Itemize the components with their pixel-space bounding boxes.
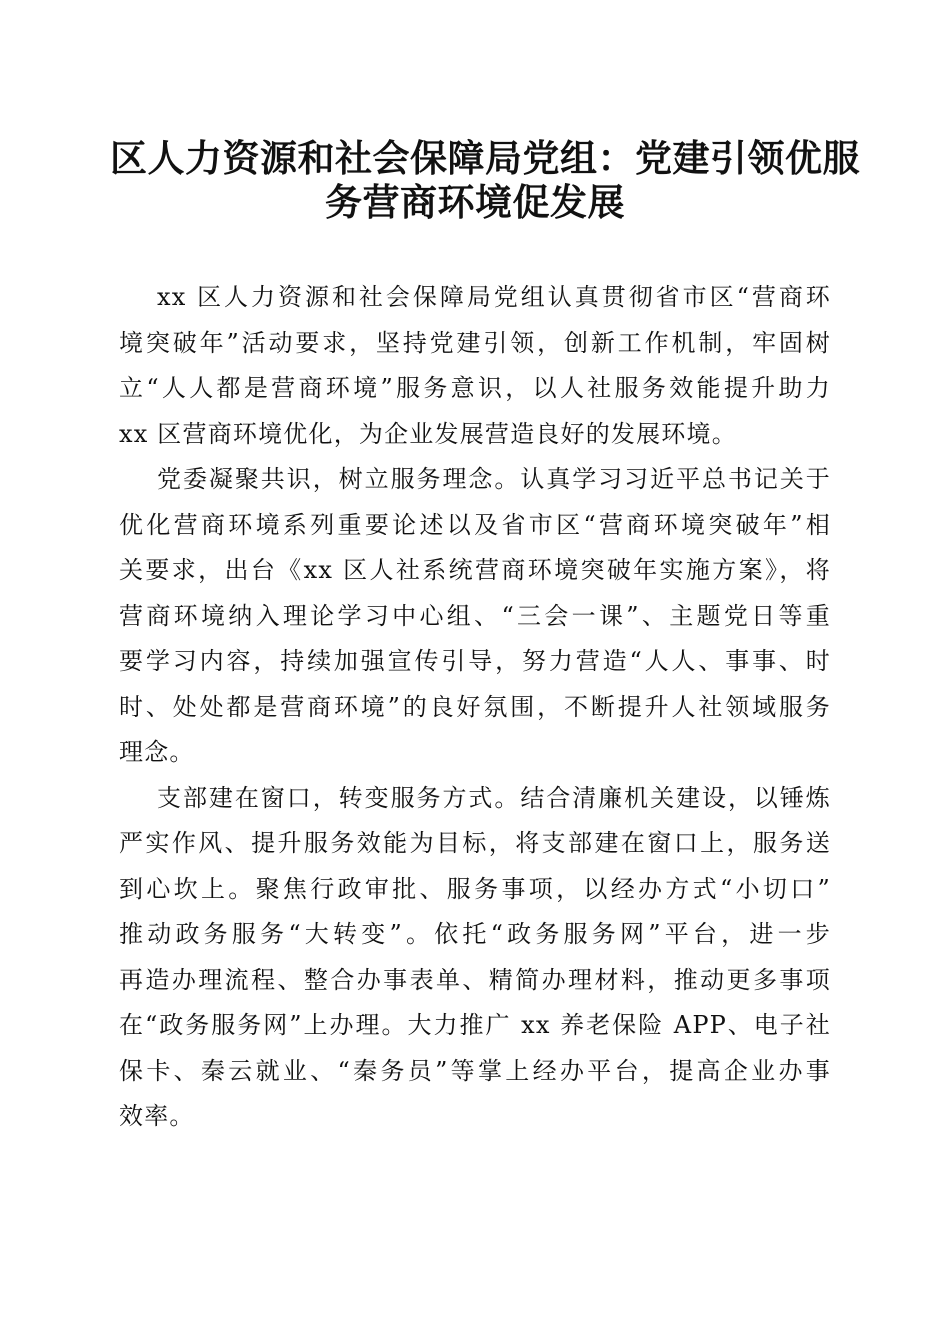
title-line: 区人力资源和社会保障局党组：党建引领优服 xyxy=(110,136,860,180)
paragraph-consensus xyxy=(119,457,831,776)
paragraph-line: 优化营商环境系列重要论述以及省市区“营商环境突破年”相 xyxy=(119,510,831,539)
paragraph-intro xyxy=(119,275,831,457)
paragraph-line: 到心坎上。聚焦行政审批、服务事项，以经办方式“小切口” xyxy=(119,874,831,903)
document-title xyxy=(110,136,860,224)
paragraph-line: xx 区人力资源和社会保障局党组认真贯彻省市区“营商环 xyxy=(157,283,831,311)
paragraph-line: 再造办理流程、整合办事表单、精简办理材料，推动更多事项 xyxy=(119,965,831,994)
paragraph-line: 立“人人都是营商环境”服务意识，以人社服务效能提升助力 xyxy=(119,374,831,402)
paragraph-line: 效率。 xyxy=(119,1102,195,1130)
paragraph-line: 保卡、秦云就业、“秦务员”等掌上经办平台，提高企业办事 xyxy=(119,1056,831,1085)
paragraph-line: 时、处处都是营商环境”的良好氛围，不断提升人社领域服务 xyxy=(119,692,831,721)
paragraph-line: 关要求，出台《xx 区人社系统营商环境突破年实施方案》，将 xyxy=(119,556,831,584)
paragraph-line: 境突破年”活动要求，坚持党建引领，创新工作机制，牢固树 xyxy=(119,328,831,357)
paragraph-line: 理念。 xyxy=(119,738,195,766)
paragraph-line: 营商环境纳入理论学习中心组、“三会一课”、主题党日等重 xyxy=(119,601,831,630)
title-line: 务营商环境促发展 xyxy=(325,180,625,224)
paragraph-line: 党委凝聚共识，树立服务理念。认真学习习近平总书记关于 xyxy=(157,465,831,493)
document-body xyxy=(119,275,831,1140)
paragraph-line: xx 区营商环境优化，为企业发展营造良好的发展环境。 xyxy=(119,419,737,448)
paragraph-line: 支部建在窗口，转变服务方式。结合清廉机关建设，以锤炼 xyxy=(157,783,831,812)
paragraph-line: 推动政务服务“大转变”。依托“政务服务网”平台，进一步 xyxy=(119,920,831,948)
paragraph-line: 要学习内容，持续加强宣传引导，努力营造“人人、事事、时 xyxy=(119,647,831,675)
paragraph-branch-window xyxy=(119,776,831,1140)
paragraph-line: 严实作风、提升服务效能为目标，将支部建在窗口上，服务送 xyxy=(119,829,831,857)
paragraph-line: 在“政务服务网”上办理。大力推广 xx 养老保险 APP、电子社 xyxy=(119,1011,831,1039)
